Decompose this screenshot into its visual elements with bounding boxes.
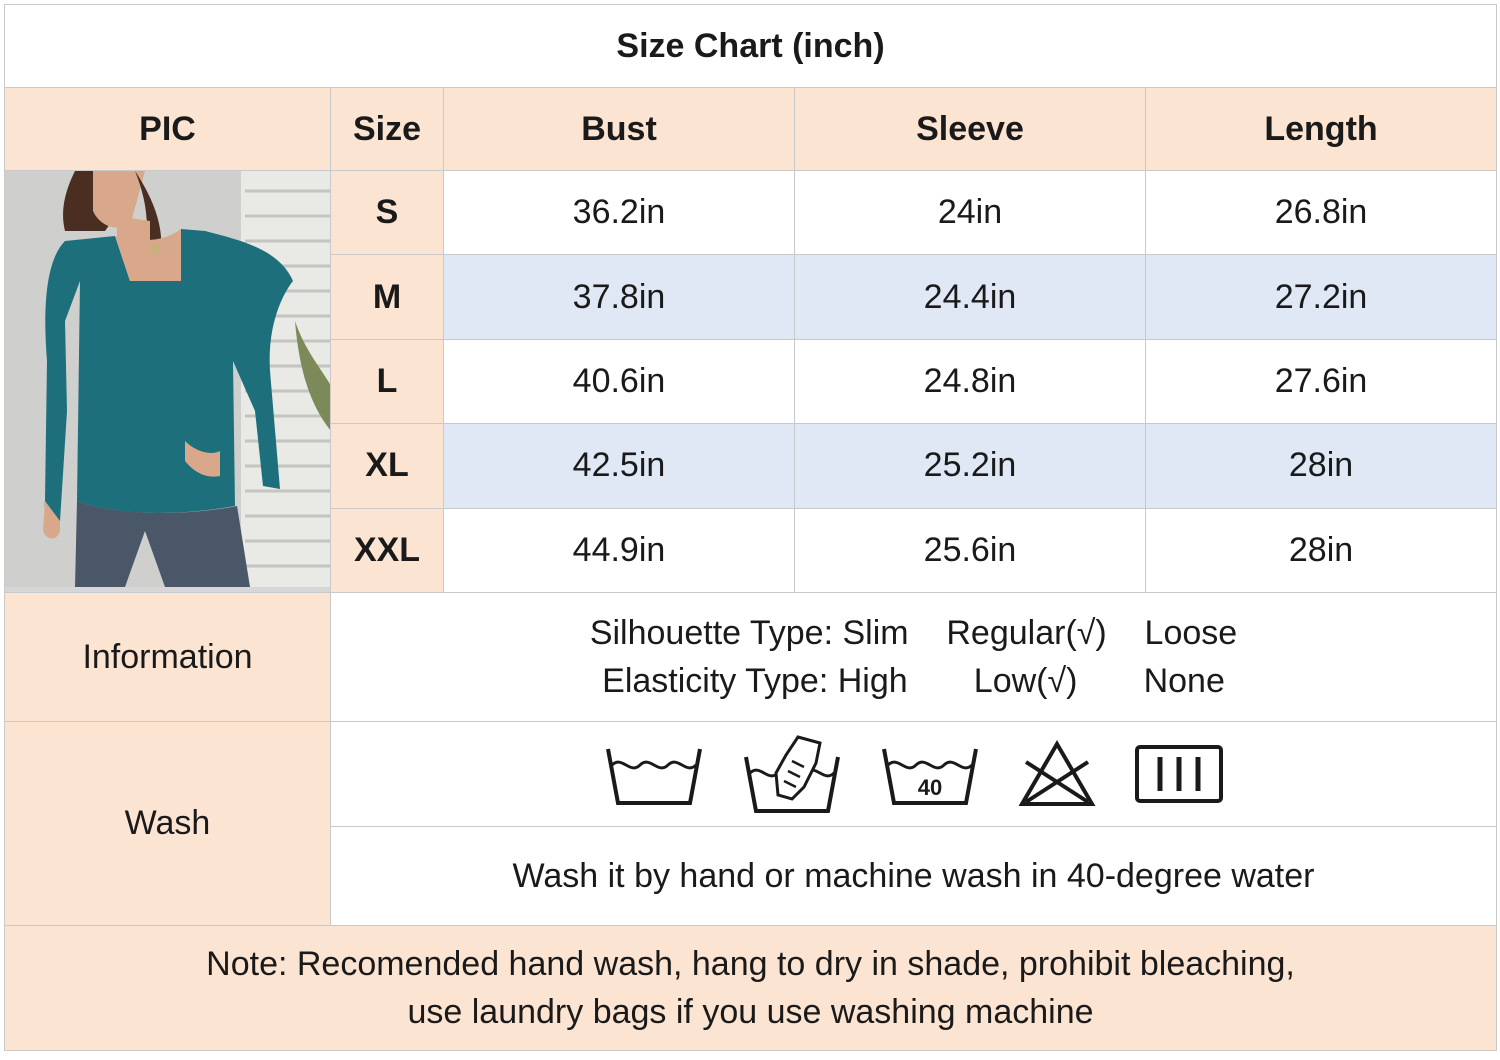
size-chart-sheet	[4, 4, 1496, 1056]
size-label: XXL	[331, 508, 444, 592]
model-illustration	[5, 171, 331, 587]
length-value: 27.2in	[1146, 255, 1497, 339]
bust-value: 36.2in	[444, 171, 795, 255]
wash-icons-row	[5, 722, 1497, 827]
size-chart-table	[4, 4, 1497, 1051]
note-line-2: use laundry bags if you use washing machine	[407, 993, 1094, 1031]
bust-value: 40.6in	[444, 339, 795, 423]
information-row	[5, 593, 1497, 722]
length-value: 26.8in	[1146, 171, 1497, 255]
size-label: XL	[331, 424, 444, 508]
elasticity-type-line: Elasticity Type: High Low(√) None	[602, 662, 1225, 700]
chart-title: Size Chart (inch)	[5, 5, 1497, 88]
wash-40-icon	[880, 741, 980, 807]
sleeve-value: 25.2in	[795, 424, 1146, 508]
table-row	[5, 171, 1497, 255]
model-photo	[5, 171, 331, 593]
care-note	[5, 926, 1497, 1051]
no-bleach-icon	[1018, 740, 1096, 808]
sleeve-value: 24.8in	[795, 339, 1146, 423]
tumble-dry-icon	[1134, 744, 1224, 804]
size-label: M	[331, 255, 444, 339]
wash-label: Wash	[5, 722, 331, 926]
header-row	[5, 88, 1497, 171]
bust-value: 37.8in	[444, 255, 795, 339]
size-label: S	[331, 171, 444, 255]
sleeve-value: 24.4in	[795, 255, 1146, 339]
hand-wash-icon	[742, 733, 842, 815]
bust-value: 44.9in	[444, 508, 795, 592]
note-line-1: Note: Recomended hand wash, hang to dry in shade, prohibit bleaching,	[206, 945, 1295, 983]
length-value: 27.6in	[1146, 339, 1497, 423]
header-size: Size	[331, 88, 444, 171]
note-row	[5, 926, 1497, 1051]
wash-tub-icon	[604, 741, 704, 807]
header-pic: PIC	[5, 88, 331, 171]
wash-temperature-label: 40	[917, 775, 942, 800]
care-icons	[331, 733, 1496, 815]
length-value: 28in	[1146, 424, 1497, 508]
size-label: L	[331, 339, 444, 423]
header-sleeve: Sleeve	[795, 88, 1146, 171]
bust-value: 42.5in	[444, 424, 795, 508]
header-bust: Bust	[444, 88, 795, 171]
information-content	[331, 593, 1497, 722]
sleeve-value: 24in	[795, 171, 1146, 255]
header-length: Length	[1146, 88, 1497, 171]
wash-instructions: Wash it by hand or machine wash in 40-degree water	[331, 827, 1497, 926]
silhouette-type-line: Silhouette Type: Slim Regular(√) Loose	[589, 614, 1238, 652]
information-label: Information	[5, 593, 331, 722]
length-value: 28in	[1146, 508, 1497, 592]
wash-icons-cell	[331, 722, 1497, 827]
sleeve-value: 25.6in	[795, 508, 1146, 592]
